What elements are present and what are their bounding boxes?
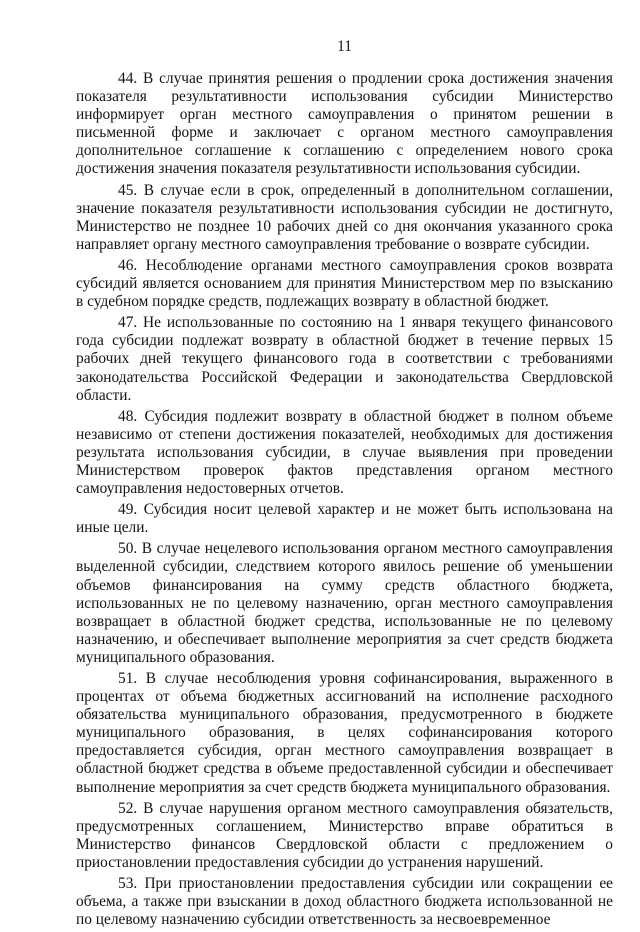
paragraph-53: 53. При приостановлении предоставления субсидии или сокращении ее объема, а также при взыскании в доход областного бюджета использованной не по целевому назначению субсидии ответственность за несвоевременное bbox=[76, 875, 613, 929]
paragraph-47: 47. Не использованные по состоянию на 1 января текущего финансового года субсидии подлежат возврату в областной бюджет в течение первых 15 рабочих дней текущего финансового года в соответствии с требованиями законодательства Российской Федерации и законодательства Свердловской области. bbox=[76, 314, 613, 404]
paragraph-44: 44. В случае принятия решения о продлении срока достижения значения показателя результативности использования субсидии Министерство информирует орган местного самоуправления о принятом решении в письменной форме и заключает с органом местного самоуправления дополнительное соглашение к соглашению с определением нового срока достижения значения показателя результативности использования субсидии. bbox=[76, 70, 613, 178]
page-number: 11 bbox=[337, 38, 352, 55]
paragraph-52: 52. В случае нарушения органом местного самоуправления обязательств, предусмотренных соглашением, Министерство вправе обратиться в Министерство финансов Свердловской области с предложением о приостановлении предоставления субсидии до устранения нарушений. bbox=[76, 799, 613, 871]
paragraph-51: 51. В случае несоблюдения уровня софинансирования, выраженного в процентах от объема бюджетных ассигнований на исполнение расходного обязательства муниципального образования, предусмотренного в бюджете муниципального образования, в целях софинансирования которого предоставляется субсидия, орган местного самоуправления возвращает в областной бюджет средства в объеме предоставленной субсидии и обеспечивает выполнение мероприятия за счет средств бюджета муниципального образования. bbox=[76, 670, 613, 796]
paragraph-46: 46. Несоблюдение органами местного самоуправления сроков возврата субсидий является основанием для принятия Министерством мер по взысканию в судебном порядке средств, подлежащих возврату в областной бюджет. bbox=[76, 256, 613, 311]
document-page bbox=[76, 38, 613, 932]
paragraph-50: 50. В случае нецелевого использования органом местного самоуправления выделенной субсидии, следствием которого явилось решение об уменьшении объемов финансирования на сумму средств областного бюджета, использованных не по целевому назначению, орган местного самоуправления возвращает в областной бюджет средства, использованные не по целевому назначению, и обеспечивает выполнение мероприятия за счет средств бюджета муниципального образования. bbox=[76, 540, 613, 666]
paragraph-45: 45. В случае если в срок, определенный в дополнительном соглашении, значение показателя результативности использования субсидии не достигнуто, Министерство не позднее 10 рабочих дней со дня окончания указанного срока направляет органу местного самоуправления требование о возврате субсидии. bbox=[76, 181, 613, 253]
paragraph-49: 49. Субсидия носит целевой характер и не может быть использована на иные цели. bbox=[76, 501, 613, 537]
paragraph-48: 48. Субсидия подлежит возврату в областной бюджет в полном объеме независимо от степени достижения показателей, необходимых для достижения результата использования субсидии, в случае выявления при проведении Министерством проверок фактов представления органом местного самоуправления недостоверных отчетов. bbox=[76, 407, 613, 498]
